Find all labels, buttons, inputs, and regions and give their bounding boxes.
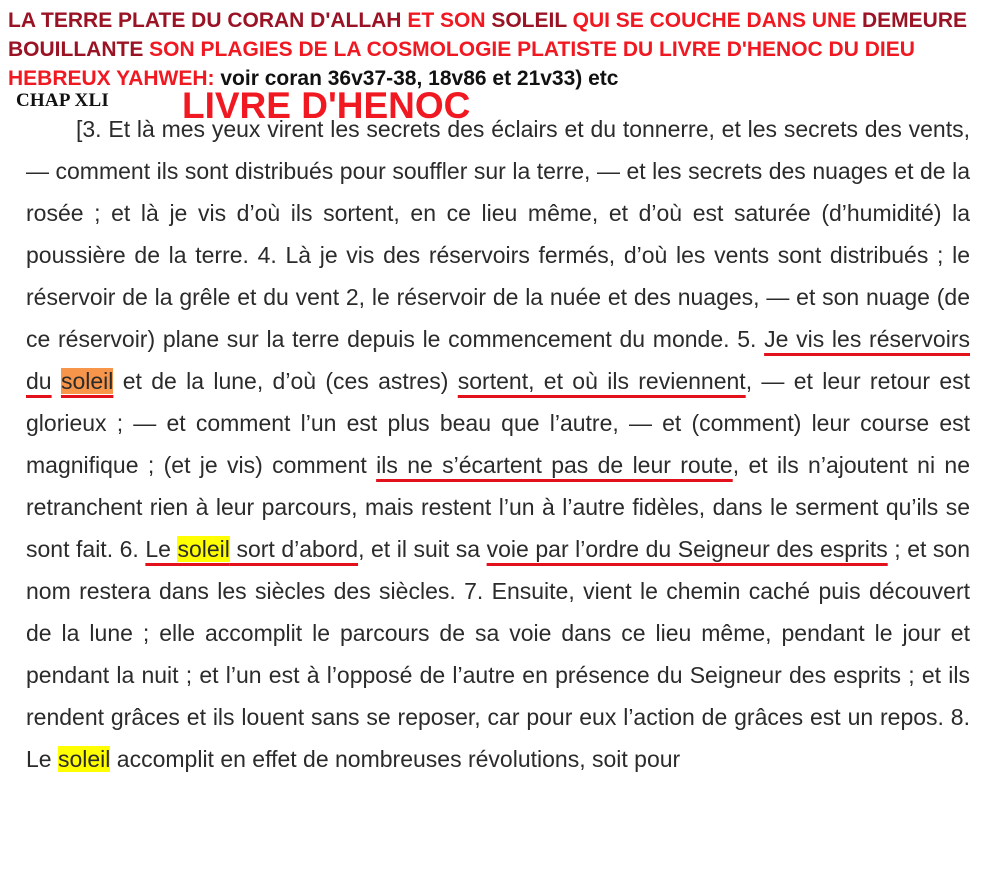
underlined-phrase-2: sortent, et où ils reviennent xyxy=(457,368,746,394)
underlined-phrase-4b: sort d’abord xyxy=(229,536,359,562)
header-part-3: SOLEIL xyxy=(491,9,573,32)
passage-text-7: accomplit en effet de nombreuses révolutions, soit pour xyxy=(110,746,681,772)
passage-space xyxy=(52,368,61,394)
underlined-phrase-4a: Le xyxy=(145,536,178,562)
highlighted-word-soleil-1: soleil xyxy=(60,368,114,394)
underlined-phrase-5: voie par l’ordre du Seigneur des esprits xyxy=(486,536,888,562)
enoch-passage xyxy=(26,108,970,780)
header-part-1: LA TERRE PLATE DU CORAN D'ALLAH xyxy=(8,9,408,32)
underlined-phrase-1: Je vis les réservoirs du xyxy=(26,326,970,394)
passage-text-1: [3. Et là mes yeux virent les secrets des éclairs et du tonnerre, et les secrets des vents, — comment ils sont distribués pour souffler sur la terre, — et les secrets des nuages et de la rosée ; et là je vis d’où ils sortent, en ce lieu même, et d’où est saturée (d’humidité) la poussière de la terre. 4. Là je vis des réservoirs fermés, d’où les vents sont distribués ; le réservoir de la grêle et du vent 2, le réservoir de la nuée et des nuages, — et son nuage (de ce réservoir) plane sur la terre depuis le commencement du monde. 5. xyxy=(26,116,970,352)
page-header xyxy=(8,6,993,93)
header-part-6: SON PLAGIES DE LA COSMOLOGIE PLATISTE DU LIVRE D'HENOC DU DIEU HEBREUX YAHWEH: xyxy=(8,38,915,90)
overlay-title: LIVRE D'HENOC xyxy=(182,85,471,126)
passage-text-6: ; et son nom restera dans les siècles des siècles. 7. Ensuite, vient le chemin caché puis découvert de la lune ; elle accomplit le parcours de sa voie dans ce lieu même, pendant le jour et pendant la nuit ; et l’un est à l’opposé de l’autre en présence du Seigneur des esprits ; et ils rendent grâces et ils louent sans se reposer, car pour eux l’action de grâces est un repos. 8. Le xyxy=(26,536,970,772)
header-part-5: DEMEURE BOUILLANTE xyxy=(8,9,968,61)
passage-text-4: , et ils n’ajoutent ni ne retranchent rien à leur parcours, mais restent l’un à l’autre fidèles, dans le serment qu’ils se sont fait. 6. xyxy=(26,452,970,562)
passage-text-3: , — et leur retour est glorieux ; — et comment l’un est plus beau que l’autre, — et (comment) leur course est magnifique ; (et je vis) comment xyxy=(26,368,971,478)
header-part-7: voir coran 36v37-38, 18v86 et 21v33) etc xyxy=(220,67,619,90)
header-part-4: QUI SE COUCHE DANS UNE xyxy=(572,9,862,32)
highlighted-word-soleil-2: soleil xyxy=(177,536,230,562)
header-part-2: ET SON xyxy=(407,9,492,32)
chapter-label: CHAP XLI xyxy=(16,90,109,111)
passage-text-2: et de la lune, d’où (ces astres) xyxy=(113,368,458,394)
passage-text-5: , et il suit sa xyxy=(358,536,487,562)
highlighted-word-soleil-3: soleil xyxy=(57,746,111,772)
underlined-phrase-3: ils ne s’écartent pas de leur route xyxy=(376,452,733,478)
